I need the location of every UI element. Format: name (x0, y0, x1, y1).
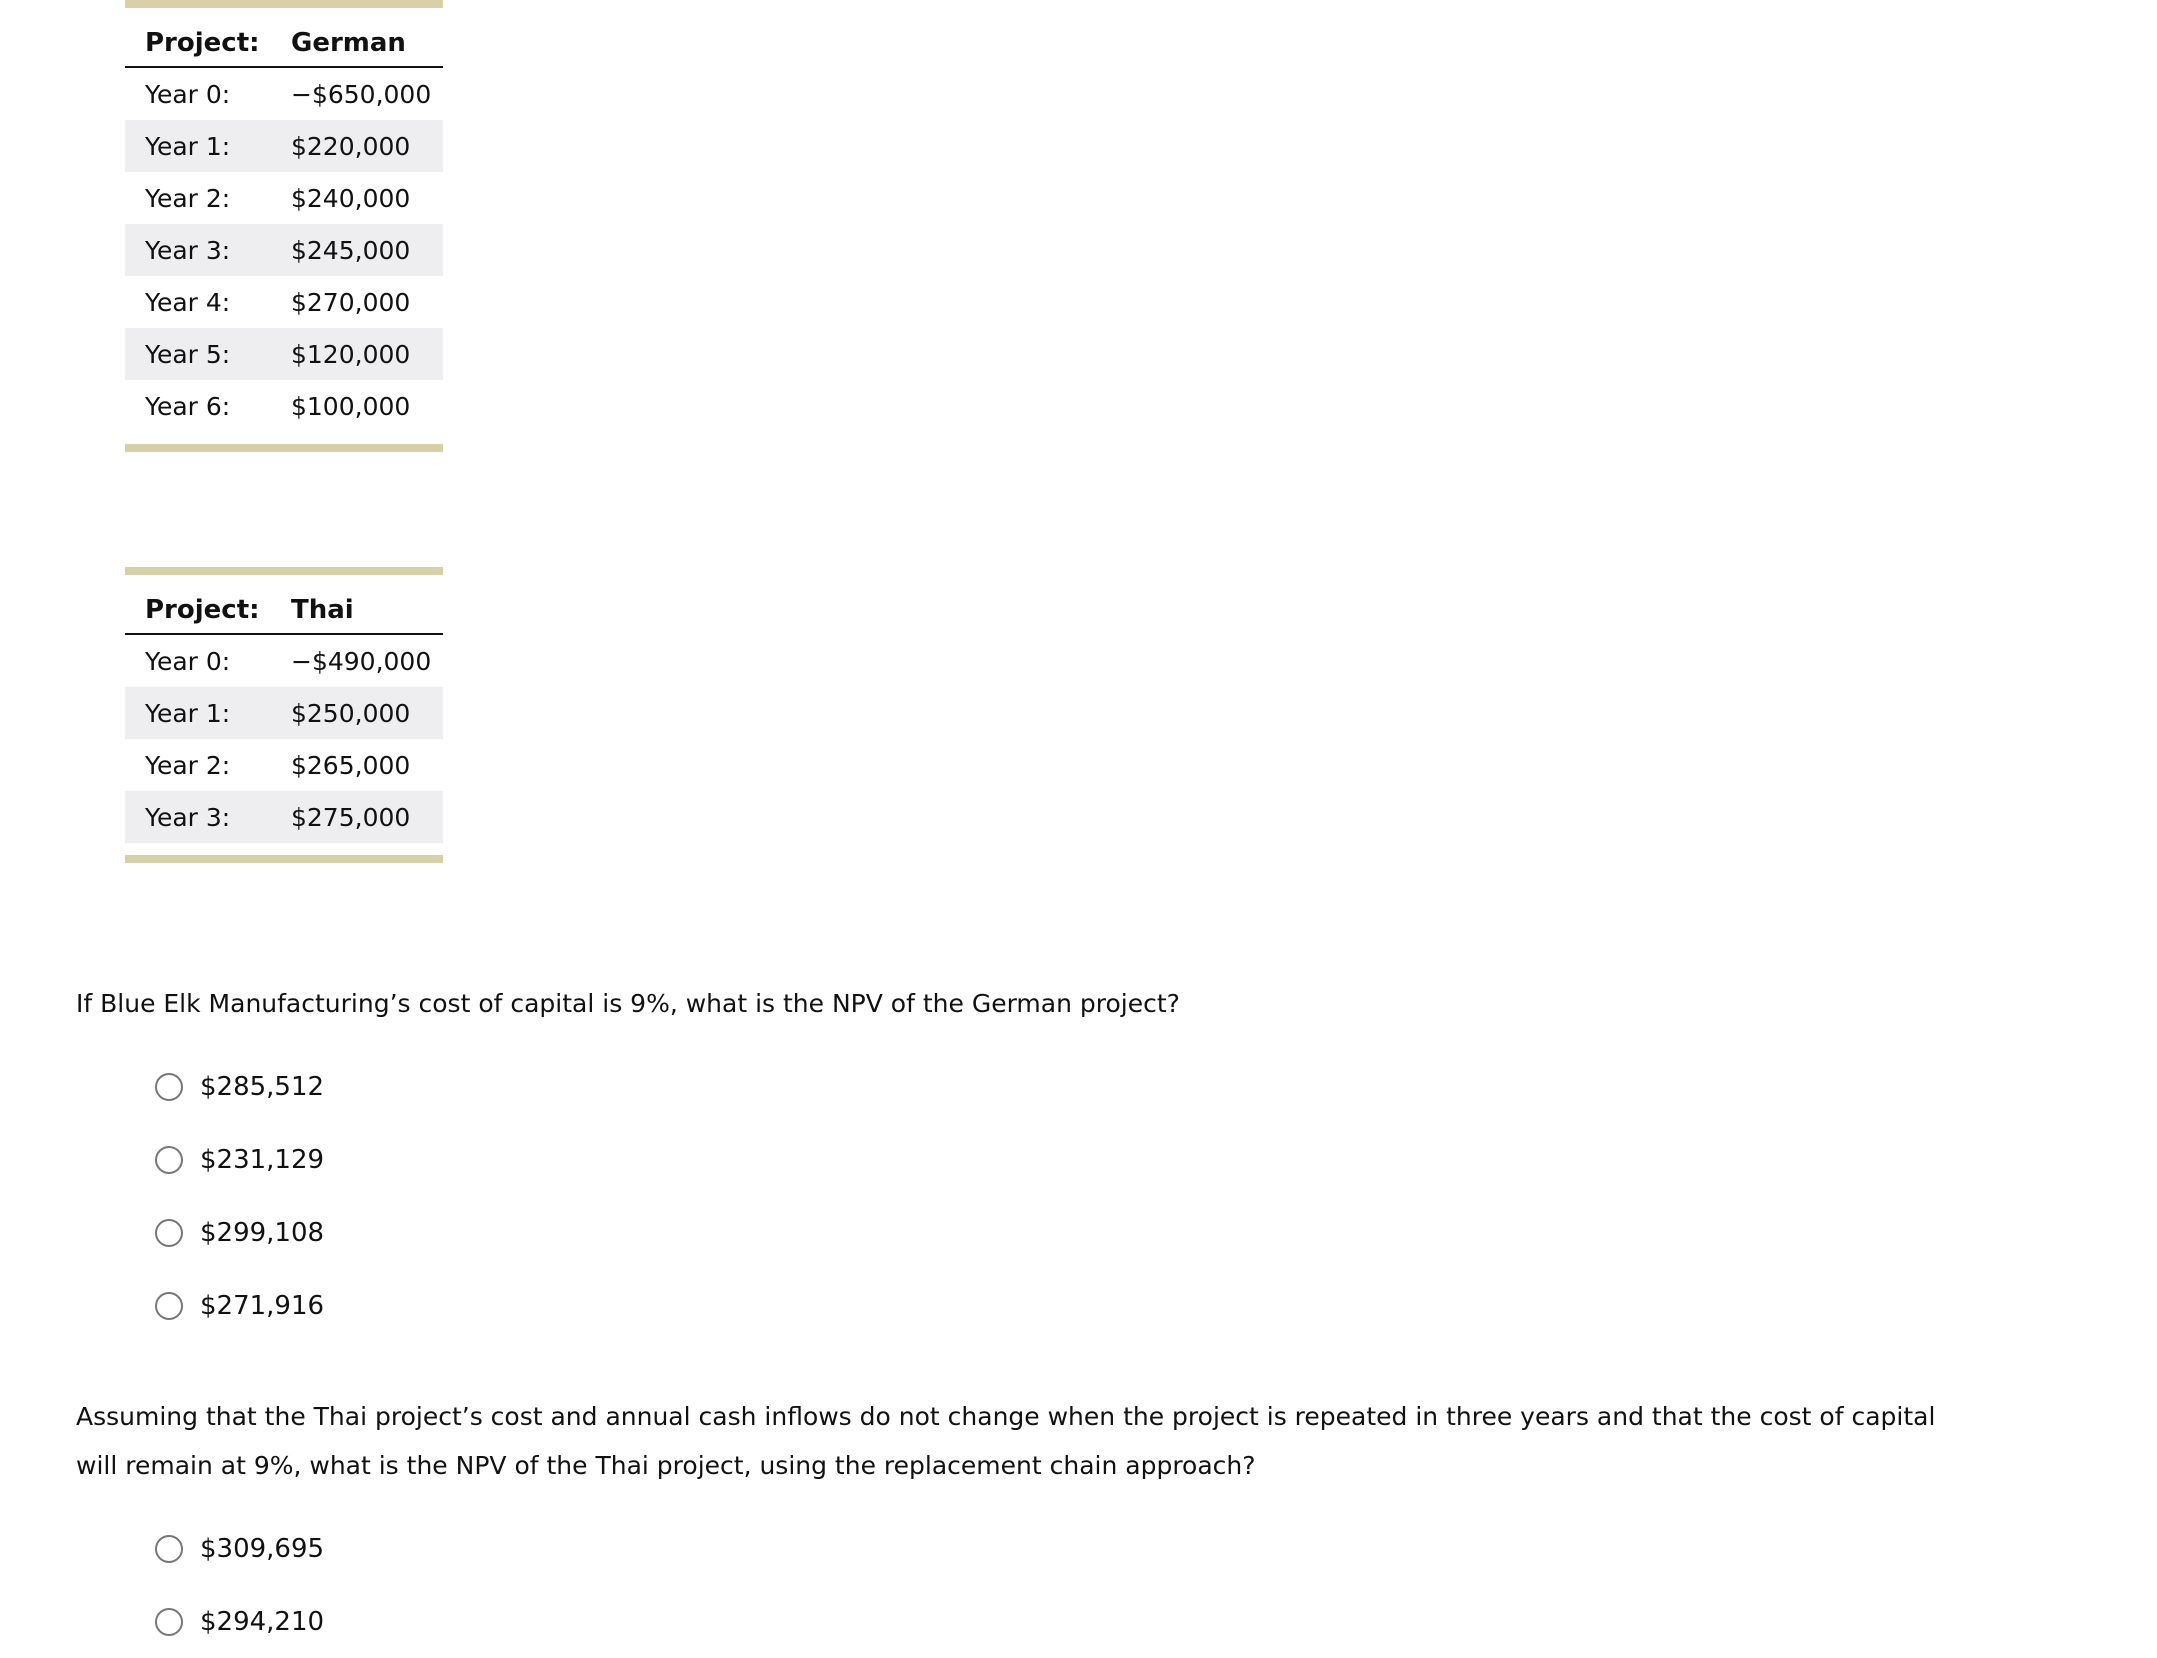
table-row (125, 67, 443, 120)
option-label: $294,210 (200, 1606, 325, 1637)
answer-option[interactable] (155, 1512, 324, 1585)
option-label: $309,695 (200, 1533, 325, 1564)
answer-option[interactable] (155, 1050, 324, 1123)
header-project-name: German (271, 8, 443, 67)
year-label: Year 3: (125, 224, 271, 276)
option-label: $299,108 (200, 1217, 325, 1248)
cashflow-value: $245,000 (271, 224, 443, 276)
table-row (125, 328, 443, 380)
option-label: $271,916 (200, 1290, 325, 1321)
cashflow-value: −$650,000 (291, 79, 432, 109)
year-label: Year 6: (145, 391, 231, 421)
table-header-row (125, 8, 443, 67)
table-header-row (125, 575, 443, 634)
table-row (125, 739, 443, 791)
question-thai-npv: Assuming that the Thai project’s cost and annual cash inflows do not change when the project is repeated in three years and that the cost of capital will remain at 9%, what is the NPV of the Thai project, using the replacement chain approach? (76, 1402, 1936, 1480)
radio-button[interactable] (155, 1073, 183, 1101)
year-label: Year 1: (125, 687, 271, 739)
answer-option[interactable] (155, 1269, 324, 1342)
table-row (125, 380, 443, 432)
cashflow-value: $270,000 (291, 287, 411, 317)
year-label: Year 4: (145, 287, 231, 317)
header-label: Project: (125, 8, 271, 67)
cashflow-value: $275,000 (271, 791, 443, 843)
year-label: Year 0: (145, 646, 231, 676)
table-row (125, 687, 443, 739)
radio-button[interactable] (155, 1219, 183, 1247)
year-label: Year 1: (125, 120, 271, 172)
table-row (125, 224, 443, 276)
table-row (125, 791, 443, 843)
year-label: Year 2: (145, 750, 231, 780)
year-label: Year 2: (145, 183, 231, 213)
german-cashflow-table (125, 0, 443, 452)
radio-button[interactable] (155, 1608, 183, 1636)
thai-cashflow-table (125, 567, 443, 863)
year-label: Year 3: (125, 791, 271, 843)
table-row (125, 120, 443, 172)
radio-button[interactable] (155, 1535, 183, 1563)
option-label: $231,129 (200, 1144, 325, 1175)
table-row (125, 634, 443, 687)
answer-option[interactable] (155, 1123, 324, 1196)
cashflow-value: $120,000 (271, 328, 443, 380)
option-label: $285,512 (200, 1071, 325, 1102)
cashflow-value: $100,000 (291, 391, 411, 421)
header-project-name: Thai (271, 575, 443, 634)
cashflow-value: $240,000 (291, 183, 411, 213)
cashflow-value: −$490,000 (291, 646, 432, 676)
answer-option[interactable] (155, 1585, 324, 1658)
thai-npv-options (155, 1512, 324, 1658)
year-label: Year 5: (125, 328, 271, 380)
cashflow-value: $250,000 (271, 687, 443, 739)
answer-option[interactable] (155, 1196, 324, 1269)
german-npv-options (155, 1050, 324, 1342)
year-label: Year 0: (145, 79, 231, 109)
cashflow-value: $265,000 (291, 750, 411, 780)
radio-button[interactable] (155, 1292, 183, 1320)
table-row (125, 172, 443, 224)
header-label: Project: (125, 575, 271, 634)
cashflow-value: $220,000 (271, 120, 443, 172)
table-row (125, 276, 443, 328)
radio-button[interactable] (155, 1146, 183, 1174)
question-german-npv: If Blue Elk Manufacturing’s cost of capital is 9%, what is the NPV of the German project? (76, 989, 1180, 1018)
